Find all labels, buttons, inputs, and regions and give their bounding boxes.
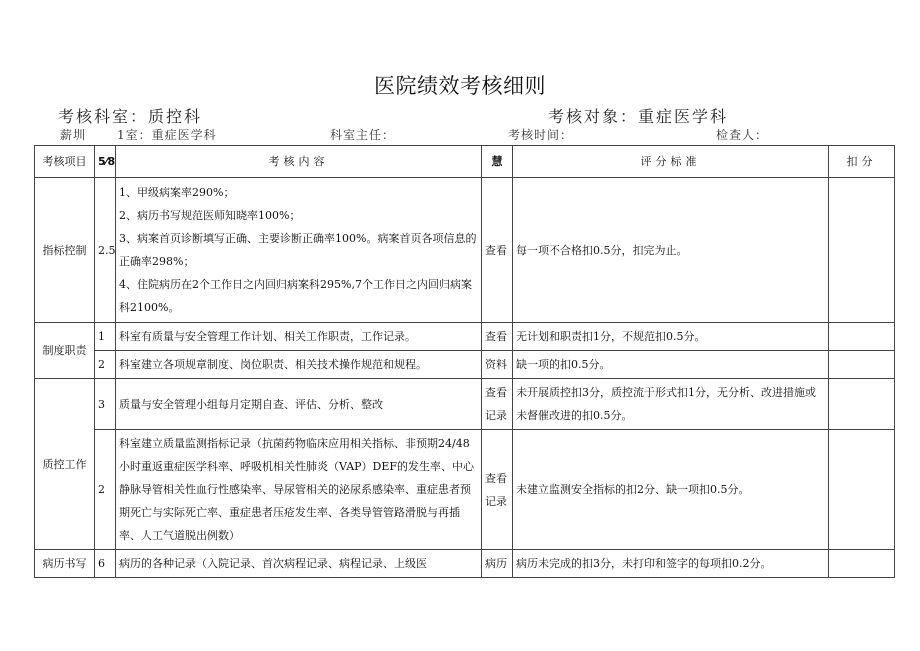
row-method: 查看: [482, 178, 513, 323]
row-deduct: [829, 178, 895, 323]
row-standard: 病历未完成的扣3分，未打印和签字的每项扣0.2分。: [513, 550, 829, 578]
row-item: 质控工作: [35, 379, 95, 550]
row-item: 指标控制: [35, 178, 95, 323]
row-method: 查看记录: [482, 430, 513, 550]
info-line2-dept: 1室：重症医学科: [117, 128, 217, 142]
row-deduct: [829, 351, 895, 379]
header-content: 考核内容: [116, 146, 482, 178]
info-line2-time: 考核时间：: [508, 128, 574, 142]
row-deduct: [829, 379, 895, 430]
row-standard: 未开展质控扣3分，质控流于形式扣1分，无分析、改进措施或未督催改进的扣0.5分。: [513, 379, 829, 430]
row-score: 2: [95, 430, 116, 550]
row-standard: 未建立监测安全指标的扣2分、缺一项扣0.5分。: [513, 430, 829, 550]
assessing-dept: [58, 104, 202, 127]
row-deduct: [829, 550, 895, 578]
header-score: 5⁄8: [95, 146, 116, 178]
row-score: 2.5: [95, 178, 116, 323]
content-line: 4、住院病历在2个工作日之内回归病案科295%,7个工作日之内回归病案科2100%。: [119, 278, 472, 314]
info-line2-director: 科室主任：: [330, 128, 396, 142]
assessment-table: [34, 145, 895, 578]
row-method: 查看记录: [482, 379, 513, 430]
row-standard: 缺一项的扣0.5分。: [513, 351, 829, 379]
info-line2-a: 薪圳: [60, 128, 87, 142]
row-deduct: [829, 430, 895, 550]
row-method: 资料: [482, 351, 513, 379]
table-row: [35, 379, 895, 430]
row-score: 6: [95, 550, 116, 578]
document-title: 医院绩效考核细则: [374, 74, 546, 98]
assessed-target-label: 考核对象：: [548, 107, 639, 126]
table-header-row: [35, 146, 895, 178]
table-row: [35, 178, 895, 323]
row-method: 病历: [482, 550, 513, 578]
info-line2-inspector: 检查人：: [716, 128, 769, 142]
row-score: 3: [95, 379, 116, 430]
content-line: 3、病案首页诊断填写正确、主要诊断正确率100%。病案首页各项信息的正确率298%；: [119, 232, 477, 268]
row-content: 科室建立质量监测指标记录（抗菌药物临床应用相关指标、非预期24/48小时重返重症医学科率、呼吸机相关性肺炎（VAP）DEF的发生率、中心静脉导管相关性血行性感染率、导尿管相关的泌尿系感染率、重症患者预期死亡与实际死亡率、重症患者压疮发生率、各类导管管路滑脱与再插率、人工气道脱出例数）: [116, 430, 482, 550]
row-content: 科室有质量与安全管理工作计划、相关工作职责，工作记录。: [116, 323, 482, 351]
header-deduct: 扣分: [829, 146, 895, 178]
table-row: [35, 323, 895, 351]
assessing-dept-value: 质控科: [148, 107, 203, 126]
row-content: 病历的各种记录（入院记录、首次病程记录、病程记录、上级医: [116, 550, 482, 578]
row-deduct: [829, 323, 895, 351]
table-row: [35, 351, 895, 379]
assessing-dept-label: 考核科室：: [58, 107, 149, 126]
content-line: 1、甲级病案率290%；: [119, 186, 235, 199]
row-item: 病历书写: [35, 550, 95, 578]
header-method: 慧: [482, 146, 513, 178]
row-standard: 无计划和职责扣1分，不规范扣0.5分。: [513, 323, 829, 351]
assessed-target: [548, 104, 728, 127]
row-content: [116, 178, 482, 323]
header-item: 考核项目: [35, 146, 95, 178]
row-standard: 每一项不合格扣0.5分，扣完为止。: [513, 178, 829, 323]
row-score: 1: [95, 323, 116, 351]
row-item: 制度职责: [35, 323, 95, 379]
table-row: [35, 550, 895, 578]
row-content: 科室建立各项规章制度、岗位职责、相关技术操作规范和规程。: [116, 351, 482, 379]
header-standard: 评分标准: [513, 146, 829, 178]
row-content: 质量与安全管理小组每月定期自查、评估、分析、整改: [116, 379, 482, 430]
content-line: 2、病历书写规范医师知晓率100%；: [119, 209, 301, 222]
row-score: 2: [95, 351, 116, 379]
row-method: 查看: [482, 323, 513, 351]
table-row: [35, 430, 895, 550]
assessed-target-value: 重症医学科: [638, 107, 729, 126]
